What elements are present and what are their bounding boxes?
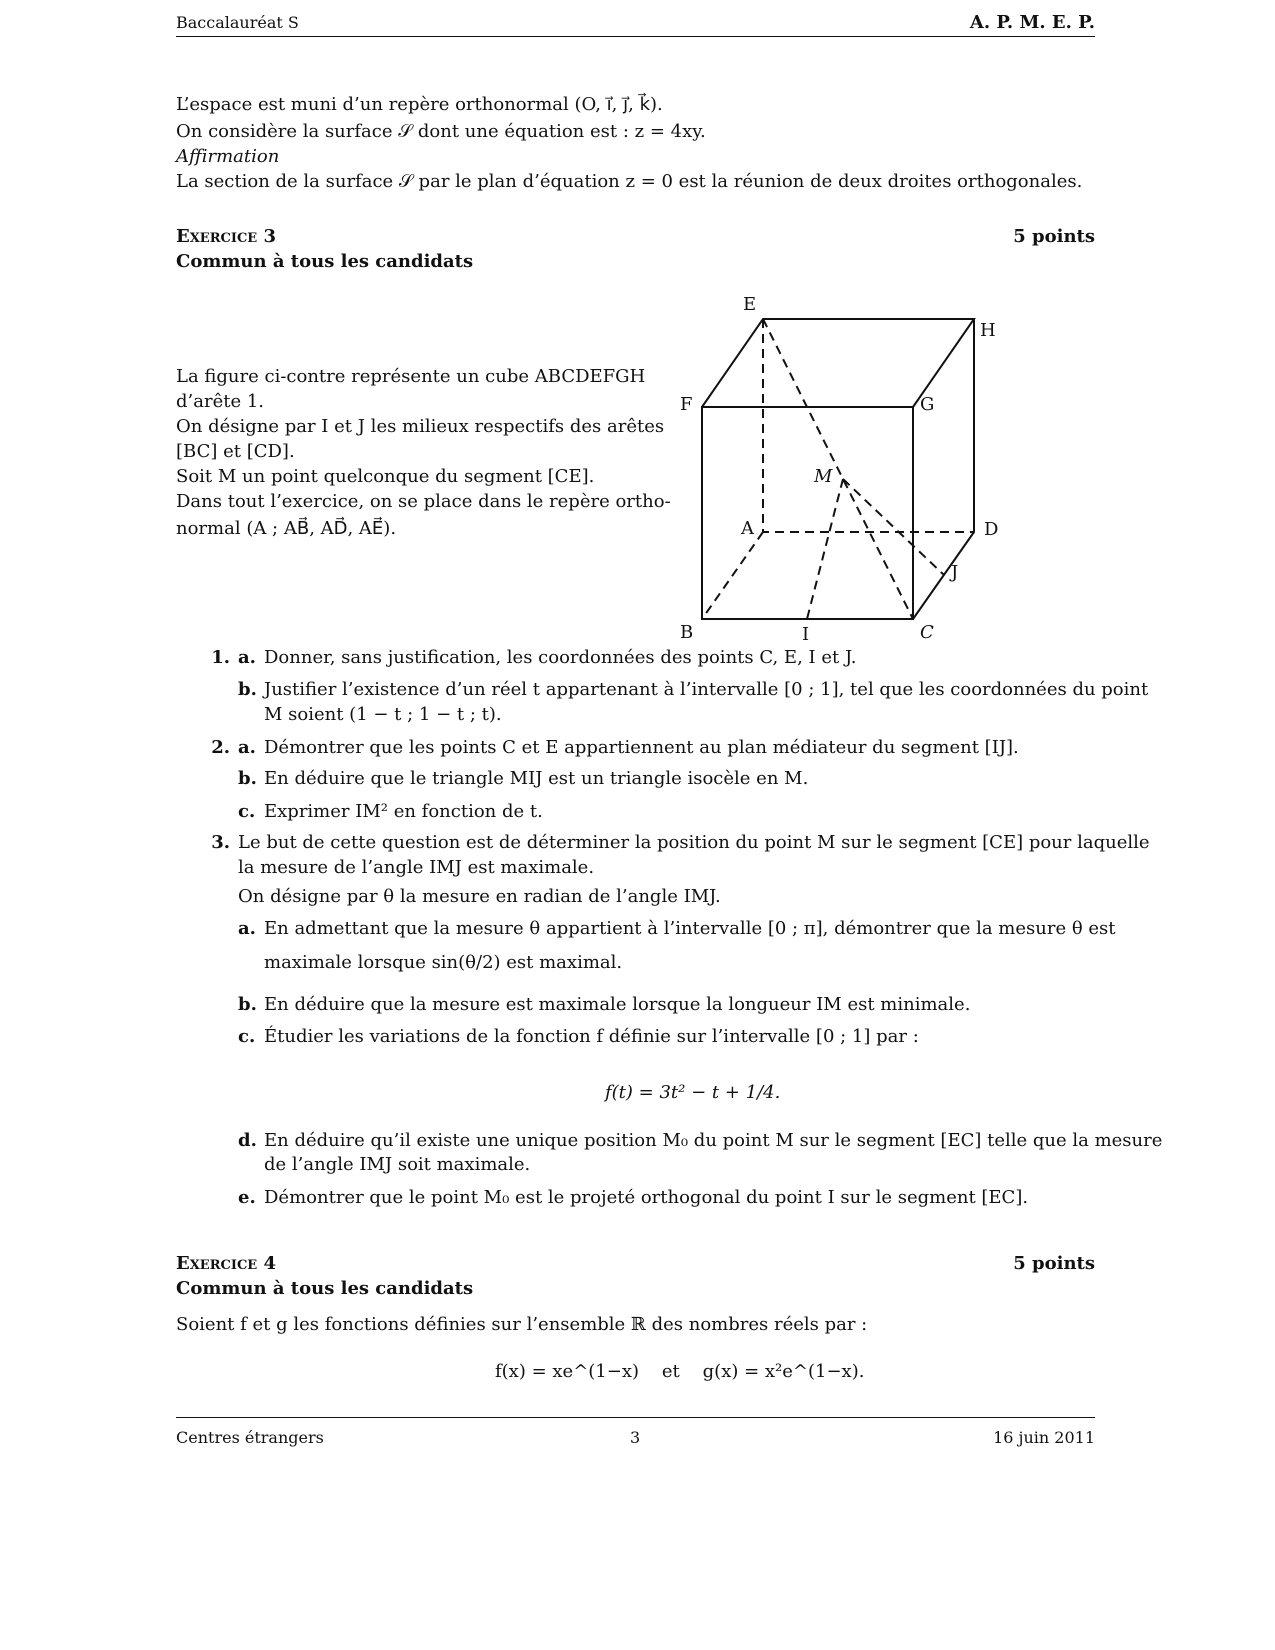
q3b: b. En déduire que la mesure est maximale lorsque la longueur IM est minimale. bbox=[238, 994, 971, 1015]
ex3-desc: d’arête 1. bbox=[176, 391, 265, 412]
label-M: M bbox=[814, 466, 833, 487]
ex4-points: 5 points bbox=[1013, 1253, 1095, 1274]
ex3-title: Exercice 3 bbox=[176, 226, 276, 247]
intro-line: La section de la surface 𝒮 par le plan d’équation z = 0 est la réunion de deux droites orthogonales. bbox=[176, 171, 1083, 192]
label-H: H bbox=[980, 320, 996, 341]
ex3-desc: normal (A ; AB⃗, AD⃗, AE⃗). bbox=[176, 518, 397, 539]
ex3-desc: Soit M un point quelconque du segment [CE]. bbox=[176, 466, 595, 487]
q3c: c. Étudier les variations de la fonction f définie sur l’intervalle [0 ; 1] par : bbox=[238, 1026, 919, 1047]
label-D: D bbox=[984, 519, 999, 540]
ex4-line: Soient f et g les fonctions définies sur l’ensemble ℝ des nombres réels par : bbox=[176, 1314, 868, 1335]
q1b: b. Justifier l’existence d’un réel t appartenant à l’intervalle [0 ; 1], tel que les coordonnées du point bbox=[238, 679, 1149, 700]
ex3-desc: Dans tout l’exercice, on se place dans le repère ortho- bbox=[176, 491, 671, 512]
ex3-desc: On désigne par I et J les milieux respectifs des arêtes bbox=[176, 416, 665, 437]
label-F: F bbox=[680, 394, 693, 415]
header-right: A. P. M. E. P. bbox=[969, 12, 1095, 33]
page-number: 3 bbox=[630, 1428, 641, 1447]
q3d-cont: de l’angle IMJ soit maximale. bbox=[264, 1154, 531, 1175]
q1a: 1. a. Donner, sans justification, les coordonnées des points C, E, I et J. bbox=[211, 647, 857, 668]
ex4-title: Exercice 4 bbox=[176, 1253, 276, 1274]
footer-left: Centres étrangers bbox=[176, 1428, 324, 1447]
ex3-points: 5 points bbox=[1013, 226, 1095, 247]
q3e: e. Démontrer que le point M₀ est le projeté orthogonal du point I sur le segment [EC]. bbox=[238, 1187, 1029, 1208]
ex3-desc: La figure ci-contre représente un cube ABCDEFGH bbox=[176, 366, 646, 387]
q2c: c. Exprimer IM² en fonction de t. bbox=[238, 801, 543, 822]
q1b-cont: M soient (1 − t ; 1 − t ; t). bbox=[264, 704, 502, 725]
label-B: B bbox=[680, 622, 694, 643]
label-A: A bbox=[741, 518, 754, 539]
q3: 3. Le but de cette question est de déterminer la position du point M sur le segment [CE] pour laquelle bbox=[211, 832, 1150, 853]
ex4-subtitle: Commun à tous les candidats bbox=[176, 1278, 474, 1299]
intro-affirmation: Affirmation bbox=[176, 146, 280, 167]
footer-right: 16 juin 2011 bbox=[993, 1428, 1095, 1447]
intro-line: L’espace est muni d’un repère orthonormal (O, i⃗, j⃗, k⃗). bbox=[176, 94, 663, 115]
label-E: E bbox=[743, 294, 757, 315]
ex3-subtitle: Commun à tous les candidats bbox=[176, 251, 474, 272]
q3a-cont: maximale lorsque sin(θ/2) est maximal. bbox=[264, 952, 623, 973]
header-left: Baccalauréat S bbox=[176, 13, 299, 32]
ex4-formula: f(x) = xe^(1−x) et g(x) = x²e^(1−x). bbox=[495, 1361, 865, 1382]
label-G: G bbox=[920, 394, 935, 415]
q2b: b. En déduire que le triangle MIJ est un triangle isocèle en M. bbox=[238, 768, 809, 789]
intro-line: On considère la surface 𝒮 dont une équation est : z = 4xy. bbox=[176, 121, 706, 142]
ex3-desc: [BC] et [CD]. bbox=[176, 441, 295, 462]
cube-figure bbox=[0, 0, 1275, 650]
q3a: a. En admettant que la mesure θ appartient à l’intervalle [0 ; π], démontrer que la mesure θ est bbox=[238, 918, 1116, 939]
q3-cont: On désigne par θ la mesure en radian de l’angle IMJ. bbox=[238, 886, 721, 907]
label-J: J bbox=[951, 562, 959, 583]
footer-rule bbox=[176, 1417, 1095, 1418]
q3d: d. En déduire qu’il existe une unique position M₀ du point M sur le segment [EC] telle que la mesure bbox=[238, 1130, 1163, 1151]
label-I: I bbox=[802, 624, 810, 645]
formula-f: f(t) = 3t² − t + 1/4. bbox=[605, 1082, 781, 1103]
label-C: C bbox=[920, 622, 934, 643]
q3-cont: la mesure de l’angle IMJ est maximale. bbox=[238, 857, 595, 878]
q2a: 2. a. Démontrer que les points C et E appartiennent au plan médiateur du segment [IJ]. bbox=[211, 737, 1019, 758]
